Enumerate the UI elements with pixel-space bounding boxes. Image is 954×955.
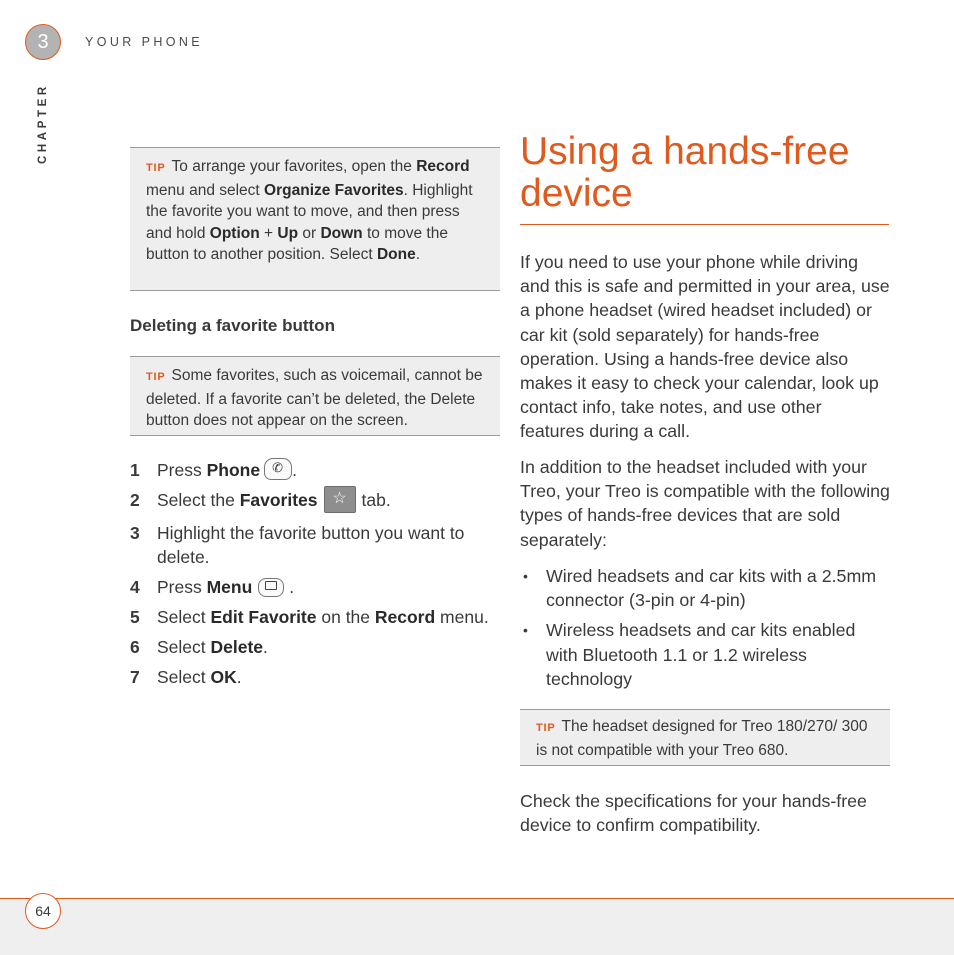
menu-button-icon <box>258 578 284 597</box>
favorites-star-icon <box>324 486 356 513</box>
step-text: . <box>289 577 295 598</box>
list-item <box>520 564 890 612</box>
closing-paragraph: Check the specifications for your hands-free device to confirm compatibility. <box>520 791 867 836</box>
tip-text: Some favorites, such as voicemail, cannot be deleted. If a favorite can’t be deleted, the Delete button does not appear on the screen. <box>146 367 483 429</box>
step-bold: Phone <box>206 460 261 480</box>
step-text: . <box>292 460 297 480</box>
step-bold: Menu <box>206 577 253 598</box>
list-item-text: Wired headsets and car kits with a 2.5mm connector (3-pin or 4-pin) <box>546 566 877 611</box>
star-glyph: ☆ <box>332 490 347 508</box>
phone-button-icon <box>264 458 292 480</box>
step-bold: Favorites <box>239 490 318 511</box>
step-text: tab. <box>361 490 391 511</box>
tip-text: . <box>415 246 420 263</box>
tip-box-headset <box>520 709 890 766</box>
chapter-label-text: CHAPTER <box>37 83 49 164</box>
tip-bold: Done <box>376 246 416 263</box>
step-text: menu. <box>435 607 489 628</box>
page-title: Using a hands-free device <box>520 130 850 215</box>
step-number: 4 <box>130 577 140 598</box>
tip-text: . Highlight the favorite you want to move, and then press and hold <box>146 181 473 242</box>
tip-text: The headset designed for Treo 180/270/ 300 is not compatible with your Treo 680. <box>536 718 868 759</box>
step-text: Select <box>157 667 211 688</box>
step-text: Select <box>157 607 211 628</box>
tip-bold: Option <box>209 224 260 242</box>
step-text: on the <box>316 607 375 628</box>
tip-box-arrange-favorites <box>130 147 500 291</box>
phone-glyph: ✆ <box>272 460 283 476</box>
chapter-label <box>30 82 60 172</box>
menu-glyph <box>265 581 277 590</box>
section-subheading: Deleting a favorite button <box>130 316 335 335</box>
step-number: 6 <box>130 637 140 658</box>
tip-text: menu and select <box>146 181 265 199</box>
step-number: 1 <box>130 460 140 480</box>
step-bold: OK <box>210 667 237 688</box>
tip-bold: Up <box>277 224 299 242</box>
list-item-text: Wireless headsets and car kits enabled with Bluetooth 1.1 or 1.2 wireless technology <box>546 620 856 689</box>
tip-bold: Organize Favorites <box>264 181 404 199</box>
step-bold: Record <box>374 607 436 628</box>
compatibility-paragraph: In addition to the headset included with your Treo, your Treo is compatible with the following types of hands-free devices that are sold separately: <box>520 457 890 550</box>
step-text: Press <box>157 577 207 598</box>
step-text: . <box>236 667 242 688</box>
device-types-list <box>520 564 890 697</box>
step-number: 3 <box>130 523 140 544</box>
step-6 <box>130 635 502 659</box>
step-7 <box>130 665 502 689</box>
step-text: Highlight the favorite button you want to delete. <box>157 523 465 568</box>
tip-text: to move the button to another position. Select <box>146 224 448 263</box>
list-item <box>520 618 890 691</box>
tip-box-cannot-delete <box>130 356 500 436</box>
chapter-number-badge: 3 <box>25 24 61 60</box>
tip-text: or <box>298 224 321 242</box>
step-text: . <box>263 637 268 658</box>
step-number: 7 <box>130 667 140 688</box>
steps-list <box>130 458 502 695</box>
tip-bold: Record <box>416 158 470 175</box>
bullet-icon: • <box>523 622 528 639</box>
step-4 <box>130 575 502 599</box>
title-rule <box>520 224 889 225</box>
step-2 <box>130 488 502 515</box>
tip-text: + <box>259 224 278 242</box>
step-text: Select the <box>157 490 240 511</box>
step-number: 2 <box>130 490 140 511</box>
step-text: Select <box>157 637 211 658</box>
step-number: 5 <box>130 607 140 628</box>
tip-bold: Down <box>320 224 363 242</box>
tip-label: TIP <box>146 162 166 174</box>
footer-band <box>0 898 954 955</box>
bullet-icon: • <box>523 568 528 584</box>
step-text: Press <box>157 460 207 480</box>
step-bold: Delete <box>210 637 264 658</box>
page-number: 64 <box>25 893 61 929</box>
step-5 <box>130 605 502 629</box>
intro-paragraph: If you need to use your phone while driving and this is safe and permitted in your area, use a phone headset (wired headset included) or car kit (sold separately) for hands-free operation. Using a hands-free device also makes it easy to check your calendar, look up contact info, take notes, and use other features during a call. <box>520 252 890 442</box>
running-head: YOUR PHONE <box>85 35 204 49</box>
step-3 <box>130 521 502 569</box>
tip-text: To arrange your favorites, open the <box>171 158 417 175</box>
step-bold: Edit Favorite <box>210 607 317 628</box>
tip-label: TIP <box>146 371 166 383</box>
step-1 <box>130 458 502 482</box>
tip-label: TIP <box>536 722 556 734</box>
